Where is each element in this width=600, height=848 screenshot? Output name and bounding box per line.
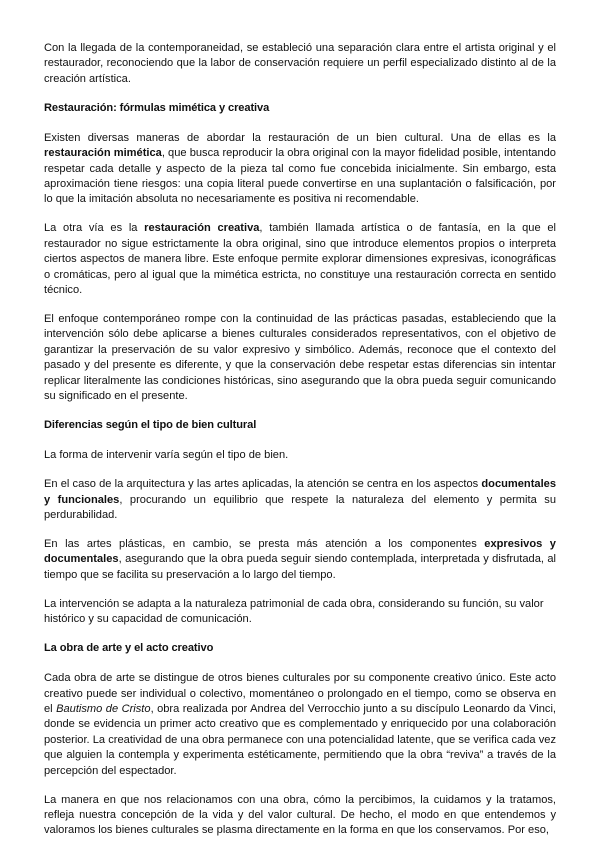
paragraph-arquitectura	[44, 477, 556, 523]
text-run: , procurando un equilibrio que respete la naturaleza del elemento y permita su perdurabilidad.	[44, 493, 556, 521]
text-run: , que busca reproducir la obra original con la mayor fidelidad posible, intentando respetar cada detalle y aspecto de la pieza tal como fue concebida inicialmente. Sin embargo, esta aproximación tiene riesgos: una copia literal puede convertirse en una suplantación o falsificación, por lo que la imitación absoluta no necesariamente es positiva ni recomendable.	[44, 147, 556, 206]
paragraph-forma-intervenir: La forma de intervenir varía según el tipo de bien.	[44, 449, 289, 462]
paragraph-artes-plasticas	[44, 537, 556, 583]
paragraph-restauracion-mimetica	[44, 131, 556, 208]
text-run: En el caso de la arquitectura y las artes aplicadas, la atención se centra en los aspectos	[44, 478, 482, 491]
text-run: , asegurando que la obra pueda seguir siendo contemplada, interpretada y disfrutada, al tiempo que se facilita su preservación a lo largo del tiempo.	[44, 553, 556, 581]
text-run: En las artes plásticas, en cambio, se presta más atención a los componentes	[44, 537, 485, 550]
bold-term: expresivos y documentales	[44, 537, 556, 566]
text-run: , también llamada artística o de fantasía, en la que el restaurador no sigue estrictamente la obra original, sino que introduce elementos propios o interpreta ciertos aspectos de manera libre. Este enfoque permite explorar dimensiones expresivas, iconográficas o cromáticas, pero al igual que la mimética estricta, no constituye una restauración correcta en sentido técnico.	[44, 222, 556, 297]
bold-term: documentales y funcionales	[44, 478, 556, 506]
text-run: Cada obra de arte se distingue de otros bienes culturales por su componente creativo único. Este acto creativo puede ser individual o colectivo, momentáneo o prolongado en el tiempo, como se observa en el	[44, 672, 556, 715]
paragraph-relacion-obra: La manera en que nos relacionamos con una obra, cómo la percibimos, la cuidamos y la tratamos, refleja nuestra concepción de la vida y del valor cultural. De hecho, el modo en que entendemos y valoramos los bienes culturales se plasma directamente en la forma en que los conservamos. Por eso,	[44, 793, 556, 837]
section-heading-obra-de-arte: La obra de arte y el acto creativo	[44, 642, 214, 655]
text-run: La otra vía es la	[44, 222, 145, 235]
paragraph-acto-creativo	[44, 671, 556, 779]
intro-paragraph: Con la llegada de la contemporaneidad, se estableció una separación clara entre el artista original y el restaurador, reconociendo que la labor de conservación requiere un perfil especializado distinto al de la creación artística.	[44, 42, 556, 85]
italic-title: Bautismo de Cristo	[56, 702, 151, 715]
bold-term: restauración mimética	[44, 147, 162, 160]
paragraph-restauracion-creativa	[44, 221, 556, 298]
bold-term: restauración creativa	[144, 222, 260, 235]
section-heading-restauracion: Restauración: fórmulas mimética y creativa	[44, 101, 270, 114]
paragraph-intervencion-adapta: La intervención se adapta a la naturaleza patrimonial de cada obra, considerando su función, su valor histórico y su capacidad de comunicación.	[44, 597, 544, 626]
paragraph-enfoque-contemporaneo: El enfoque contemporáneo rompe con la continuidad de las prácticas pasadas, estableciendo que la intervención sólo debe aplicarse a bienes culturales considerados representativos, con el objetivo de garantizar la preservación de su valor expresivo y simbólico. Además, reconoce que el contexto del pasado y del presente es diferente, y que la conservación debe respetar estas diferencias sin intentar replicar literalmente las condiciones históricas, sino asegurando que la obra pueda seguir comunicando su significado en el presente.	[44, 313, 556, 403]
text-run: Existen diversas maneras de abordar la restauración de un bien cultural. Una de ellas es la	[44, 131, 556, 144]
section-heading-diferencias: Diferencias según el tipo de bien cultural	[44, 419, 257, 432]
text-run: , obra realizada por Andrea del Verrocchio junto a su discípulo Leonardo da Vinci, donde se evidencia un primer acto creativo que es complementado y enriquecido por una colaboración posterior. La creatividad de una obra permanece con una potencialidad latente, que se verifica cada vez que alguien la contempla y experimenta estéticamente, permitiendo que la obra “reviva” a través de la percepción del espectador.	[44, 702, 557, 777]
